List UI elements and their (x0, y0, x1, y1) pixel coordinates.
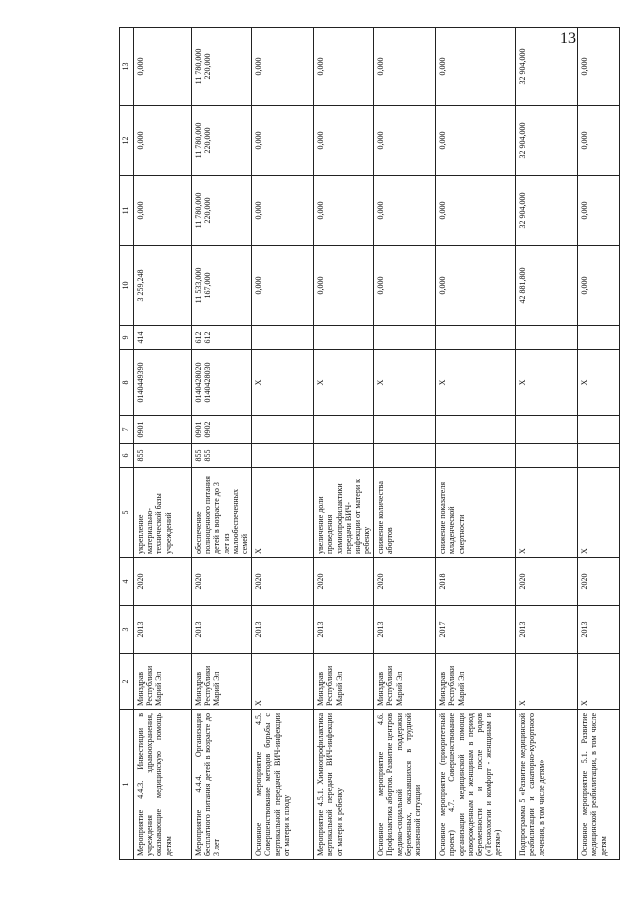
rzpr-cell (578, 416, 620, 444)
start-year-cell: 2013 (252, 606, 314, 654)
vr-cell (374, 326, 436, 350)
vr-cell (436, 326, 516, 350)
cell-value: 414 (136, 331, 145, 344)
amount-cell (134, 176, 192, 246)
end-year-cell: 2020 (516, 558, 578, 606)
amount-cell (192, 246, 252, 326)
vr-cell (192, 326, 252, 350)
amount-cell (436, 28, 516, 106)
amount-cell (578, 106, 620, 176)
grbs-cell (192, 444, 252, 468)
cell-value: X (518, 379, 528, 386)
vr-cell (134, 326, 192, 350)
start-year-cell: 2013 (314, 606, 374, 654)
executor-cell: Минздрав Республики Марий Эл (436, 654, 516, 710)
cell-value: 0,000 (580, 131, 590, 150)
amount-cell (252, 246, 314, 326)
amount-cell (516, 106, 578, 176)
vr-cell (578, 326, 620, 350)
amount-cell (578, 28, 620, 106)
executor-cell: Минздрав Республики Марий Эл (314, 654, 374, 710)
rzpr-cell (516, 416, 578, 444)
amount-cell (516, 246, 578, 326)
grbs-cell (134, 444, 192, 468)
amount-cell (314, 28, 374, 106)
amount-cell (314, 106, 374, 176)
cell-value: 0,000 (136, 201, 145, 220)
column-header: 8 (120, 350, 134, 416)
cell-value: 0,000 (376, 57, 386, 76)
cell-value: 0,000 (438, 201, 448, 220)
cell-value: 0140428030 (203, 362, 213, 403)
cell-value: 0,000 (316, 57, 326, 76)
rzpr-cell (252, 416, 314, 444)
cell-value: 42 881,800 (518, 267, 528, 304)
cell-value: 0,000 (580, 276, 590, 295)
column-header: 3 (120, 606, 134, 654)
csr-cell (252, 350, 314, 416)
column-header: 1 (120, 710, 134, 860)
cell-value: 0,000 (438, 276, 448, 295)
amount-cell (252, 176, 314, 246)
start-year-cell: 2013 (134, 606, 192, 654)
executor-cell: X (578, 654, 620, 710)
vr-cell (314, 326, 374, 350)
grbs-cell (516, 444, 578, 468)
cell-value: 220,000 (203, 127, 213, 154)
cell-value: X (580, 379, 590, 386)
cell-value: 167,000 (203, 272, 213, 299)
cell-value: 0,000 (376, 131, 386, 150)
measure-name-cell: Основное мероприятие 5.1. Развитие медицинской реабилитации, в том числе детям (578, 710, 620, 860)
amount-cell (192, 28, 252, 106)
cell-value: 855 (203, 449, 213, 462)
cell-value: 0,000 (580, 201, 590, 220)
amount-cell (192, 176, 252, 246)
cell-value: 0901 (136, 421, 145, 438)
cell-value: 0,000 (376, 201, 386, 220)
expected-result-cell: X (578, 468, 620, 558)
cell-value: 0902 (203, 421, 213, 438)
column-header: 11 (120, 176, 134, 246)
amount-cell (192, 106, 252, 176)
end-year-cell: 2020 (192, 558, 252, 606)
cell-value: 0,000 (316, 276, 326, 295)
amount-cell (134, 246, 192, 326)
cell-value: 32 904,000 (518, 122, 528, 159)
vr-cell (252, 326, 314, 350)
cell-value: X (376, 379, 386, 386)
csr-cell (516, 350, 578, 416)
cell-value: 612 (203, 331, 213, 344)
amount-cell (134, 106, 192, 176)
column-header: 5 (120, 468, 134, 558)
expected-result-cell: X (516, 468, 578, 558)
table-row (516, 28, 578, 860)
expected-result-cell: снижение показателя младенческой смертности (436, 468, 516, 558)
amount-cell (578, 246, 620, 326)
csr-cell (134, 350, 192, 416)
rzpr-cell (374, 416, 436, 444)
rzpr-cell (192, 416, 252, 444)
cell-value: 0,000 (254, 131, 264, 150)
vr-cell (516, 326, 578, 350)
cell-value: 612 (194, 331, 203, 344)
column-header: 7 (120, 416, 134, 444)
cell-value: 0140428020 (194, 362, 203, 403)
grbs-cell (578, 444, 620, 468)
cell-value: 0,000 (254, 201, 264, 220)
executor-cell: X (252, 654, 314, 710)
expected-result-cell: снижение количества абортов (374, 468, 436, 558)
csr-cell (192, 350, 252, 416)
cell-value: 0,000 (376, 276, 386, 295)
cell-value: 0,000 (580, 57, 590, 76)
cell-value: 0,000 (438, 57, 448, 76)
executor-cell: X (516, 654, 578, 710)
cell-value: 3 259,248 (136, 269, 145, 302)
cell-value: X (438, 379, 448, 386)
column-header: 4 (120, 558, 134, 606)
amount-cell (314, 246, 374, 326)
cell-value: 32 904,000 (518, 192, 528, 229)
measure-name-cell: Мероприятие 4.4.3. Инвестиции в учреждения здравоохранения, оказывающие медицинскую помощь детям (134, 710, 192, 860)
expected-result-cell: увеличение доли проведения химиопрофилактики передачи ВИЧ-инфекции от матери к ребенку (314, 468, 374, 558)
cell-value: 855 (136, 449, 145, 462)
rzpr-cell (314, 416, 374, 444)
amount-cell (314, 176, 374, 246)
column-header: 13 (120, 28, 134, 106)
table-row (374, 28, 436, 860)
rzpr-cell (134, 416, 192, 444)
program-measures-table (119, 27, 620, 860)
cell-value: 0,000 (316, 201, 326, 220)
table-body (134, 28, 620, 860)
start-year-cell: 2017 (436, 606, 516, 654)
amount-cell (374, 246, 436, 326)
csr-cell (578, 350, 620, 416)
column-header: 9 (120, 326, 134, 350)
end-year-cell: 2018 (436, 558, 516, 606)
end-year-cell: 2020 (374, 558, 436, 606)
amount-cell (436, 176, 516, 246)
csr-cell (436, 350, 516, 416)
amount-cell (516, 28, 578, 106)
rotated-table-container (119, 28, 639, 860)
end-year-cell: 2020 (134, 558, 192, 606)
start-year-cell: 2013 (578, 606, 620, 654)
amount-cell (134, 28, 192, 106)
cell-value: 11 780,000 (194, 122, 203, 159)
table-row (578, 28, 620, 860)
expected-result-cell: обеспечение полноценного питания детей в возрасте до 3 лет из малообеспеченных семей (192, 468, 252, 558)
start-year-cell: 2013 (192, 606, 252, 654)
executor-cell: Минздрав Республики Марий Эл (134, 654, 192, 710)
amount-cell (578, 176, 620, 246)
executor-cell: Минздрав Республики Марий Эл (192, 654, 252, 710)
amount-cell (252, 106, 314, 176)
cell-value: 0140449390 (136, 362, 145, 403)
cell-value: 32 904,000 (518, 48, 528, 85)
cell-value: 220,000 (203, 53, 213, 80)
end-year-cell: 2020 (578, 558, 620, 606)
amount-cell (436, 106, 516, 176)
rzpr-cell (436, 416, 516, 444)
grbs-cell (374, 444, 436, 468)
cell-value: 0,000 (136, 57, 145, 76)
column-header: 6 (120, 444, 134, 468)
cell-value: 0,000 (438, 131, 448, 150)
executor-cell: Минздрав Республики Марий Эл (374, 654, 436, 710)
cell-value: 11 780,000 (194, 192, 203, 229)
column-header: 12 (120, 106, 134, 176)
column-header: 10 (120, 246, 134, 326)
amount-cell (436, 246, 516, 326)
csr-cell (374, 350, 436, 416)
cell-value: X (316, 379, 326, 386)
cell-value: 0,000 (254, 276, 264, 295)
cell-value: 855 (194, 449, 203, 462)
expected-result-cell: укрепление материально-технической базы учреждений (134, 468, 192, 558)
cell-value: 220,000 (203, 197, 213, 224)
measure-name-cell: Мероприятие 4.4.4. Организация бесплатного питания детей в возрасте до 3 лет (192, 710, 252, 860)
grbs-cell (314, 444, 374, 468)
cell-value: 0,000 (316, 131, 326, 150)
cell-value: X (254, 379, 264, 386)
cell-value: 0901 (194, 421, 203, 438)
measure-name-cell: Основное мероприятие 4.6. Профилактика абортов. Развитие центров медико-социальной поддержки беременных, оказавшихся в трудной жизненной ситуации (374, 710, 436, 860)
measure-name-cell: Мероприятие 4.5.1. Химиопрофилактика вертикальной передачи ВИЧ-инфекции от матери к ребенку (314, 710, 374, 860)
start-year-cell: 2013 (516, 606, 578, 654)
amount-cell (374, 106, 436, 176)
measure-name-cell: Основное мероприятие 4.5. Совершенствование методов борьбы с вертикальной передачей ВИЧ-инфекции от матери к плоду (252, 710, 314, 860)
start-year-cell: 2013 (374, 606, 436, 654)
csr-cell (314, 350, 374, 416)
table-row (252, 28, 314, 860)
expected-result-cell: X (252, 468, 314, 558)
cell-value: 0,000 (254, 57, 264, 76)
measure-name-cell: Основное мероприятие (приоритетный проект) 4.7. Совершенствование организации медицинской помощи новорожденным и женщинам в период беременности и после родов («Технологии и комфорт - женщинам и детям») (436, 710, 516, 860)
amount-cell (374, 176, 436, 246)
cell-value: 11 780,000 (194, 48, 203, 85)
header-row (120, 28, 134, 860)
measure-name-cell: Подпрограмма 5 «Развитие медицинской реабилитации и санаторно-курортного лечения, в том числе детям» (516, 710, 578, 860)
cell-value: 11 533,000 (194, 267, 203, 304)
amount-cell (374, 28, 436, 106)
table-row (314, 28, 374, 860)
page-number: 13 (560, 30, 576, 47)
end-year-cell: 2020 (252, 558, 314, 606)
table-row (192, 28, 252, 860)
table-row (134, 28, 192, 860)
amount-cell (516, 176, 578, 246)
amount-cell (252, 28, 314, 106)
column-header: 2 (120, 654, 134, 710)
grbs-cell (252, 444, 314, 468)
grbs-cell (436, 444, 516, 468)
end-year-cell: 2020 (314, 558, 374, 606)
cell-value: 0,000 (136, 131, 145, 150)
table-row (436, 28, 516, 860)
